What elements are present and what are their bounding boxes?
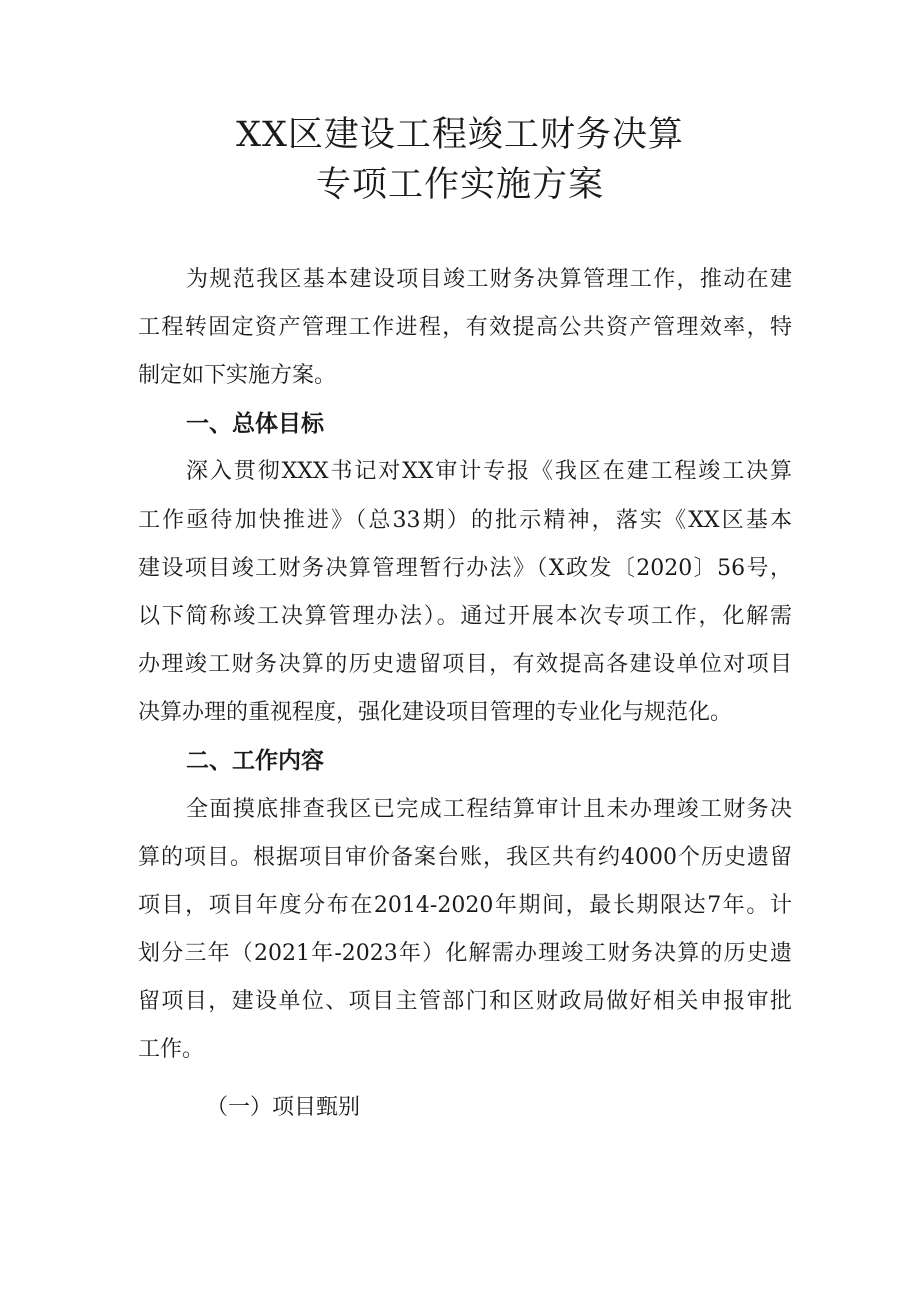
section-heading-work-content: 二、工作内容 bbox=[186, 748, 324, 774]
section2-line: 项目，项目年度分布在2014-2020年期间，最长期限达7年。计 bbox=[138, 893, 792, 918]
section1-line: 建设项目竣工财务决算管理暂行办法》（X政发〔2020〕56号， bbox=[138, 556, 792, 581]
section2-line: 工作。 bbox=[138, 1037, 205, 1062]
intro-line: 工程转固定资产管理工作进程，有效提高公共资产管理效率，特 bbox=[138, 315, 792, 340]
intro-line: 制定如下实施方案。 bbox=[138, 363, 337, 388]
section1-line: 工作亟待加快推进》（总33期）的批示精神，落实《XX区基本 bbox=[138, 508, 792, 533]
section2-line: 留项目，建设单位、项目主管部门和区财政局做好相关申报审批 bbox=[138, 989, 792, 1014]
section2-line: 划分三年（2021年-2023年）化解需办理竣工财务决算的历史遗 bbox=[138, 941, 792, 966]
document-title-line-1: XX区建设工程竣工财务决算 bbox=[236, 115, 684, 155]
section1-line: 办理竣工财务决算的历史遗留项目，有效提高各建设单位对项目 bbox=[138, 652, 792, 677]
intro-line: 为规范我区基本建设项目竣工财务决算管理工作，推动在建 bbox=[186, 267, 792, 292]
document-title-line-2: 专项工作实施方案 bbox=[315, 165, 604, 205]
subsection-heading-project-screening: （一）项目甄别 bbox=[206, 1095, 361, 1120]
section1-line: 以下简称竣工决算管理办法）。通过开展本次专项工作，化解需 bbox=[138, 604, 792, 629]
section1-line: 决算办理的重视程度，强化建设项目管理的专业化与规范化。 bbox=[138, 700, 733, 725]
section2-line: 算的项目。根据项目审价备案台账，我区共有约4000个历史遗留 bbox=[138, 845, 792, 870]
section2-line: 全面摸底排查我区已完成工程结算审计且未办理竣工财务决 bbox=[186, 797, 792, 822]
section1-line: 深入贯彻XXX书记对XX审计专报《我区在建工程竣工决算 bbox=[186, 459, 792, 484]
section-heading-overall-goal: 一、总体目标 bbox=[186, 411, 324, 437]
